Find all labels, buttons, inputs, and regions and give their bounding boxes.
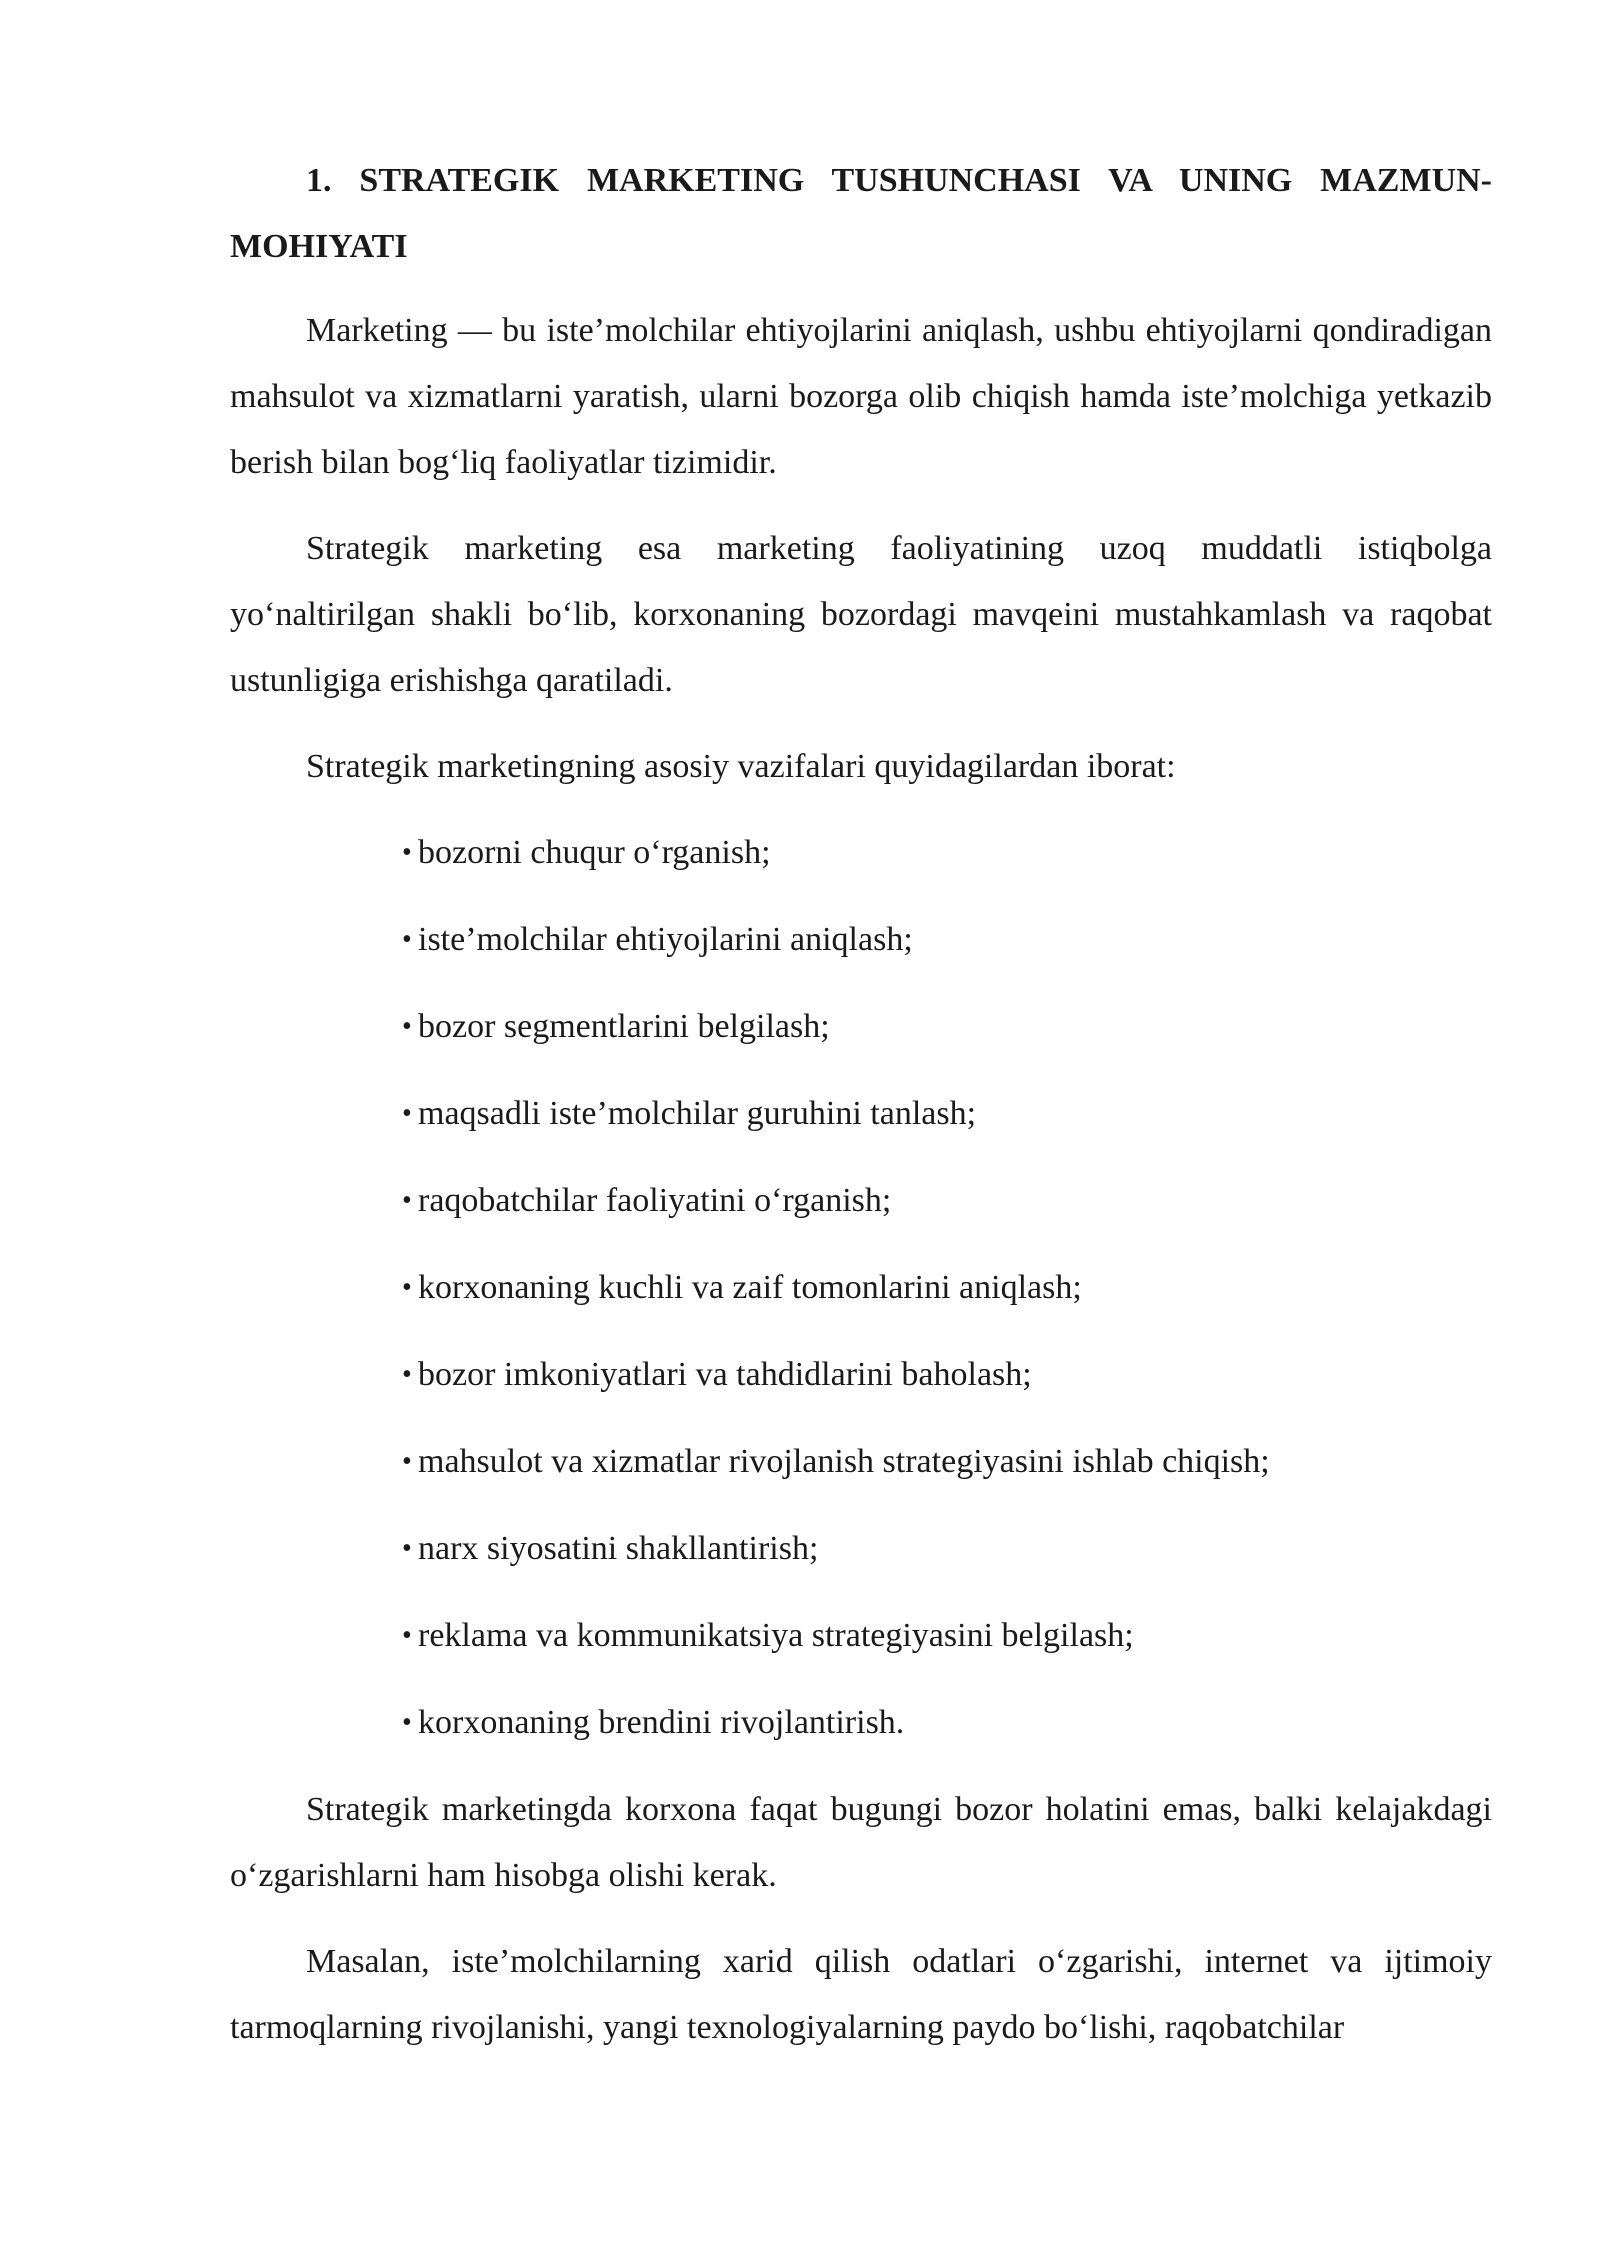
paragraph-strategic-marketing: Strategik marketing esa marketing faoliyatining uzoq muddatli istiqbolga yo‘naltirilgan shakli bo‘lib, korxonaning bozordagi mavqeini mustahkamlash va raqobat ustunligiga erishishga qaratiladi.	[230, 530, 1492, 699]
document-page	[230, 148, 1492, 2081]
list-item	[230, 1255, 1492, 1321]
list-item-text: reklama va kommunikatsiya strategiyasini belgilash;	[418, 1617, 1134, 1654]
list-item	[230, 1603, 1492, 1669]
bullet-icon: •	[402, 924, 412, 955]
bullet-icon: •	[402, 1185, 412, 1216]
list-item	[230, 1342, 1492, 1408]
list-item-text: narx siyosatini shakllantirish;	[418, 1530, 819, 1567]
paragraph-future-changes: Strategik marketingda korxona faqat bugungi bozor holatini emas, balki kelajakdagi o‘zgarishlarni ham hisobga olishi kerak.	[230, 1791, 1492, 1894]
list-item	[230, 1429, 1492, 1495]
bullet-icon: •	[402, 1707, 412, 1738]
list-item	[230, 1690, 1492, 1756]
tasks-list	[230, 820, 1492, 1756]
list-item-text: bozorni chuqur o‘rganish;	[418, 834, 771, 871]
paragraph-example: Masalan, iste’molchilarning xarid qilish odatlari o‘zgarishi, internet va ijtimoiy tarmoqlarning rivojlanishi, yangi texnologiyalarning paydo bo‘lishi, raqobatchilar	[230, 1943, 1492, 2046]
list-item-text: mahsulot va xizmatlar rivojlanish strategiyasini ishlab chiqish;	[418, 1443, 1270, 1480]
list-item	[230, 1081, 1492, 1147]
list-item-text: maqsadli iste’molchilar guruhini tanlash;	[418, 1095, 977, 1132]
list-item-text: raqobatchilar faoliyatini o‘rganish;	[418, 1182, 892, 1219]
section-heading: 1. STRATEGIK MARKETING TUSHUNCHASI VA UNING MAZMUN-MOHIYATI	[230, 162, 1492, 265]
bullet-icon: •	[402, 1098, 412, 1129]
list-item	[230, 820, 1492, 886]
bullet-icon: •	[402, 1272, 412, 1303]
list-item	[230, 1516, 1492, 1582]
list-item-text: korxonaning kuchli va zaif tomonlarini aniqlash;	[418, 1269, 1082, 1306]
list-item-text: korxonaning brendini rivojlantirish.	[418, 1704, 905, 1741]
bullet-icon: •	[402, 1011, 412, 1042]
paragraph-tasks-intro: Strategik marketingning asosiy vazifalari quyidagilardan iborat:	[306, 748, 1176, 785]
bullet-icon: •	[402, 1620, 412, 1651]
list-item	[230, 994, 1492, 1060]
list-item	[230, 1168, 1492, 1234]
list-item-text: iste’molchilar ehtiyojlarini aniqlash;	[418, 921, 913, 958]
bullet-icon: •	[402, 1359, 412, 1390]
bullet-icon: •	[402, 1533, 412, 1564]
list-item	[230, 907, 1492, 973]
list-item-text: bozor imkoniyatlari va tahdidlarini baholash;	[418, 1356, 1032, 1393]
bullet-icon: •	[402, 1446, 412, 1477]
bullet-icon: •	[402, 837, 412, 868]
paragraph-marketing-definition: Marketing — bu iste’molchilar ehtiyojlarini aniqlash, ushbu ehtiyojlarni qondiradigan mahsulot va xizmatlarni yaratish, ularni bozorga olib chiqish hamda iste’molchiga yetkazib berish bilan bog‘liq faoliyatlar tizimidir.	[230, 312, 1492, 481]
list-item-text: bozor segmentlarini belgilash;	[418, 1008, 830, 1045]
